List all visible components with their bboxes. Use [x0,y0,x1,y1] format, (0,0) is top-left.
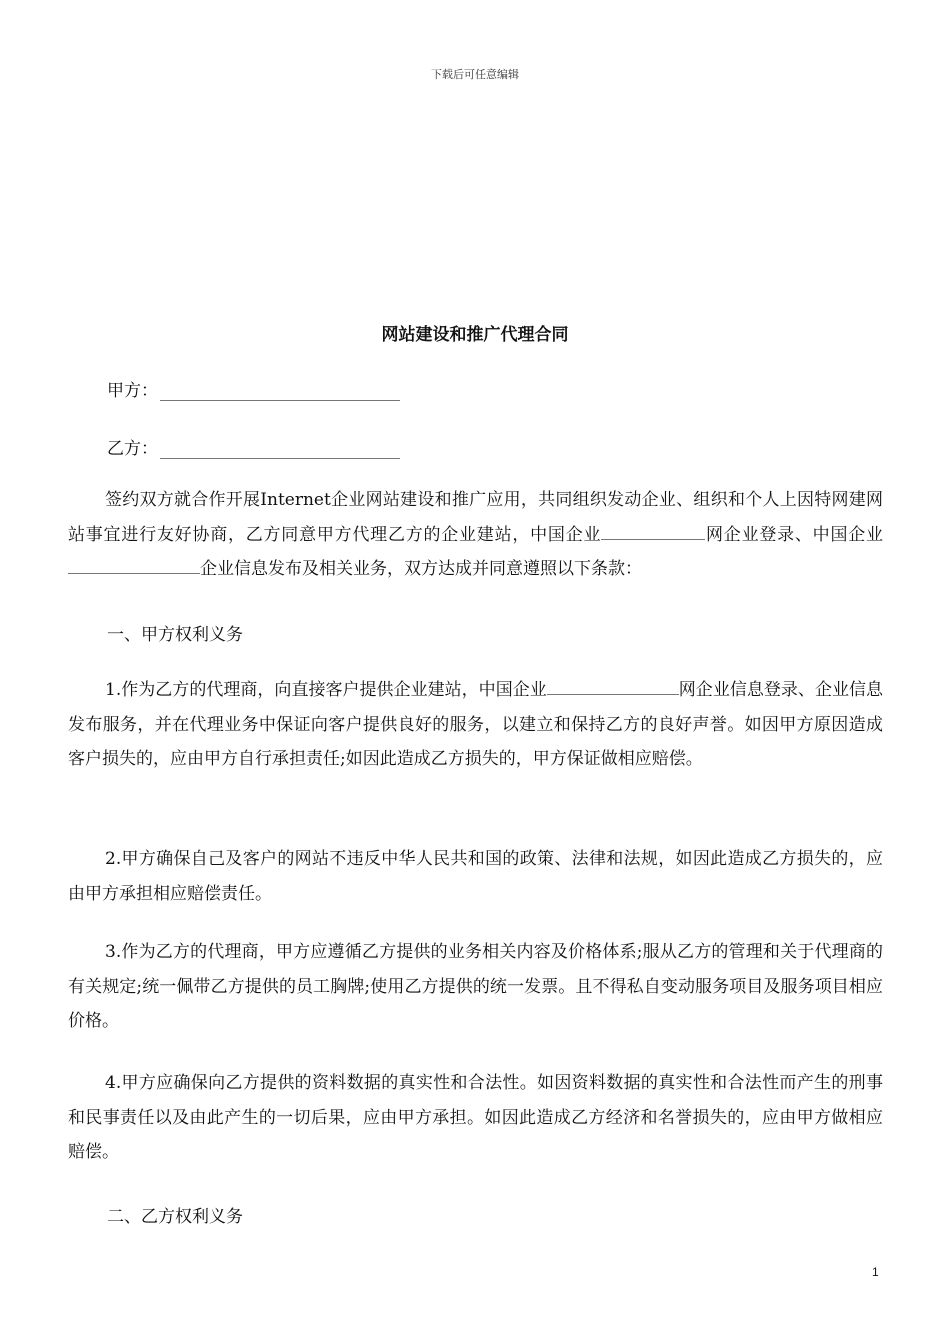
intro-blank-1 [601,521,705,540]
intro-paragraph [68,483,883,587]
section-2-heading: 二、乙方权利义务 [107,1207,243,1227]
party-a-blank [160,382,400,401]
intro-text-2: 网企业登录、中国企业 [705,524,883,545]
clause-1-1-text-1: 1.作为乙方的代理商，向直接客户提供企业建站，中国企业 [105,680,547,700]
clause-1-1 [68,673,883,777]
intro-text-3: 企业信息发布及相关业务，双方达成并同意遵照以下条款： [200,559,642,579]
header-note: 下载后可任意编辑 [431,68,519,81]
intro-text-1: 签约双方就合作开展Internet企业网站建设和推广应用，共同组织发动企业、组织和个人上因特网建网站事宜进行友好协商，乙方同意甲方代理乙方的企业建站，中国企业 [68,490,883,545]
party-b-label: 乙方： [107,439,158,459]
page-number: 1 [872,1265,879,1279]
document-title: 网站建设和推广代理合同 [381,325,569,345]
clause-1-2: 2.甲方确保自己及客户的网站不违反中华人民共和国的政策、法律和法规，如因此造成乙方损失的，应由甲方承担相应赔偿责任。 [68,849,883,904]
party-a-label: 甲方： [107,381,158,401]
clause-1-4: 4.甲方应确保向乙方提供的资料数据的真实性和合法性。如因资料数据的真实性和合法性而产生的刑事和民事责任以及由此产生的一切后果，应由甲方承担。如因此造成乙方经济和名誉损失的，应由甲方做相应赔偿。 [68,1073,883,1162]
party-b-row [107,434,400,459]
clause-1-1-blank [547,676,679,695]
clause-1-3: 3.作为乙方的代理商，甲方应遵循乙方提供的业务相关内容及价格体系;服从乙方的管理和关于代理商的有关规定;统一佩带乙方提供的员工胸牌;使用乙方提供的统一发票。且不得私自变动服务项目及服务项目相应价格。 [68,942,883,1031]
intro-blank-2 [68,555,200,574]
party-b-blank [160,440,400,459]
clause-1-1-text-2: 网企业信息登录、企业信息发布服务，并在代理业务中保证向客户提供良好的服务，以建立和保持乙方的良好声誉。如因甲方原因造成客户损失的，应由甲方自行承担责任;如因此造成乙方损失的，甲方保证做相应赔偿。 [68,680,884,769]
section-1-heading: 一、甲方权利义务 [107,625,243,645]
party-a-row [107,376,400,401]
